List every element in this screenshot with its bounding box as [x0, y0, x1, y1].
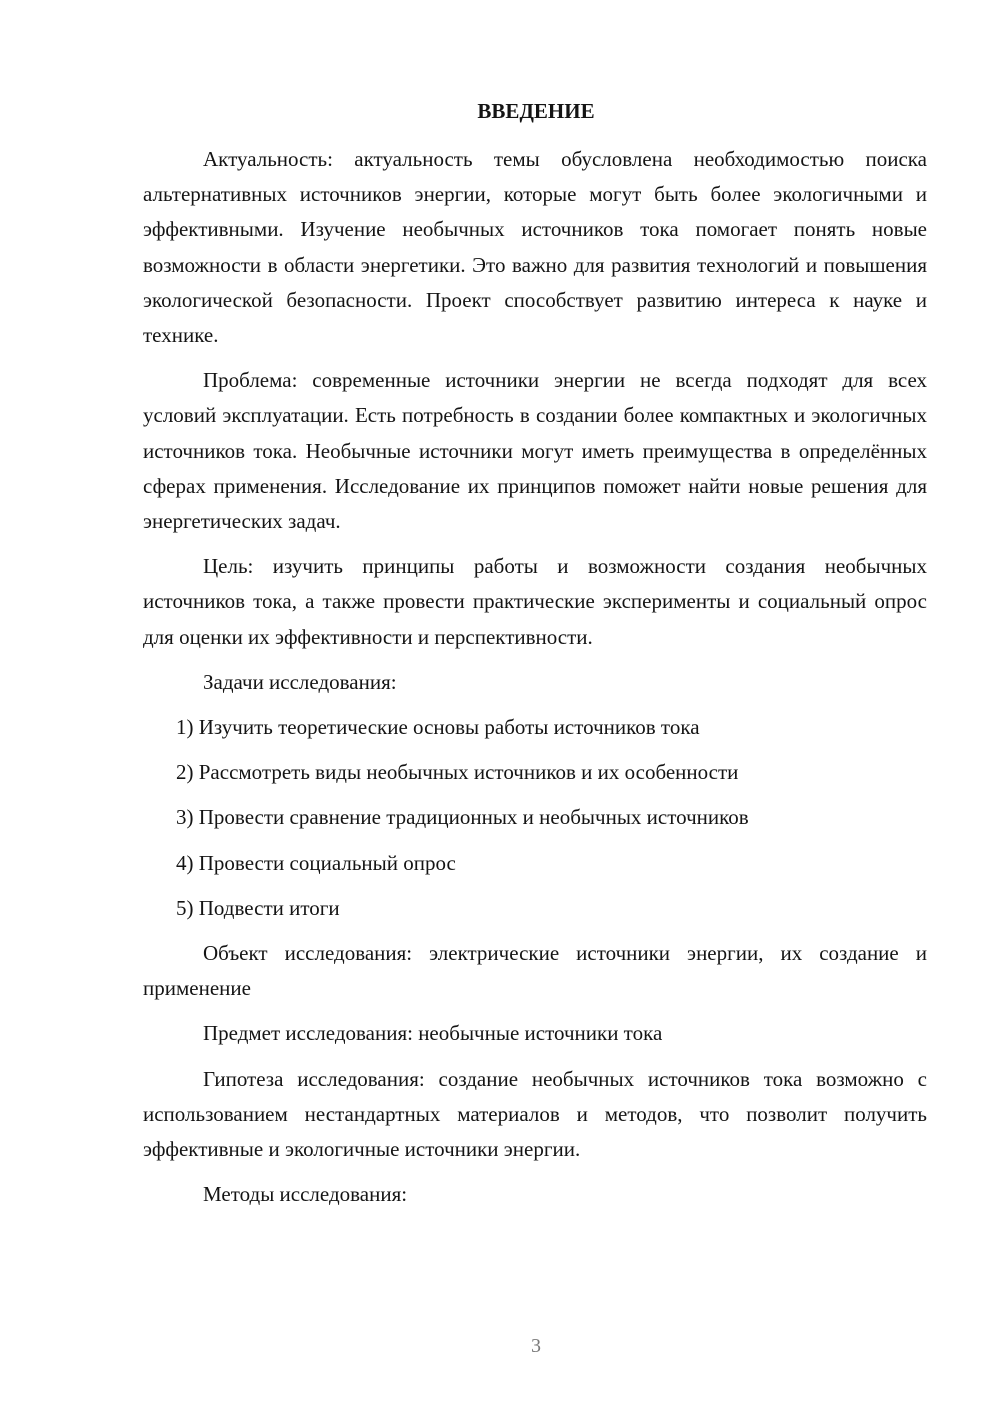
methods-heading: Методы исследования:	[203, 1182, 408, 1207]
list-item: 3) Провести сравнение традиционных и необычных источников	[176, 805, 749, 830]
relevance-paragraph: Актуальность: актуальность темы обусловлена необходимостью поиска альтернативных источников энергии, которые могут быть более экологичными и эффективными. Изучение необычных источников тока помогает понять новые возможности в области энергетики. Это важно для развития технологий и повышения экологической безопасности. Проект способствует развитию интереса к науке и технике.	[143, 147, 927, 348]
list-item: 2) Рассмотреть виды необычных источников и их особенности	[176, 760, 739, 785]
problem-paragraph: Проблема: современные источники энергии не всегда подходят для всех условий эксплуатации. Есть потребность в создании более компактных и экологичных источников тока. Необычные источники могут иметь преимущества в определённых сферах применения. Исследование их принципов поможет найти новые решения для энергетических задач.	[143, 368, 927, 534]
page-title: ВВЕДЕНИЕ	[477, 99, 595, 123]
goal-paragraph: Цель: изучить принципы работы и возможности создания необычных источников тока, а также провести практические эксперименты и социальный опрос для оценки их эффективности и перспективности.	[143, 554, 927, 649]
subject-paragraph: Предмет исследования: необычные источники тока	[203, 1021, 663, 1046]
list-item: 4) Провести социальный опрос	[176, 850, 456, 875]
hypothesis-paragraph: Гипотеза исследования: создание необычных источников тока возможно с использованием нестандартных материалов и методов, что позволит получить эффективные и экологичные источники энергии.	[143, 1066, 927, 1162]
page-number: 3	[531, 1335, 541, 1357]
page-content	[143, 142, 927, 1222]
tasks-list	[143, 710, 927, 926]
list-item: 1) Изучить теоретические основы работы источников тока	[176, 715, 700, 740]
list-item: 5) Подвести итоги	[176, 895, 340, 920]
object-paragraph: Объект исследования: электрические источники энергии, их создание и применение	[143, 941, 927, 1001]
tasks-heading: Задачи исследования:	[203, 669, 397, 694]
